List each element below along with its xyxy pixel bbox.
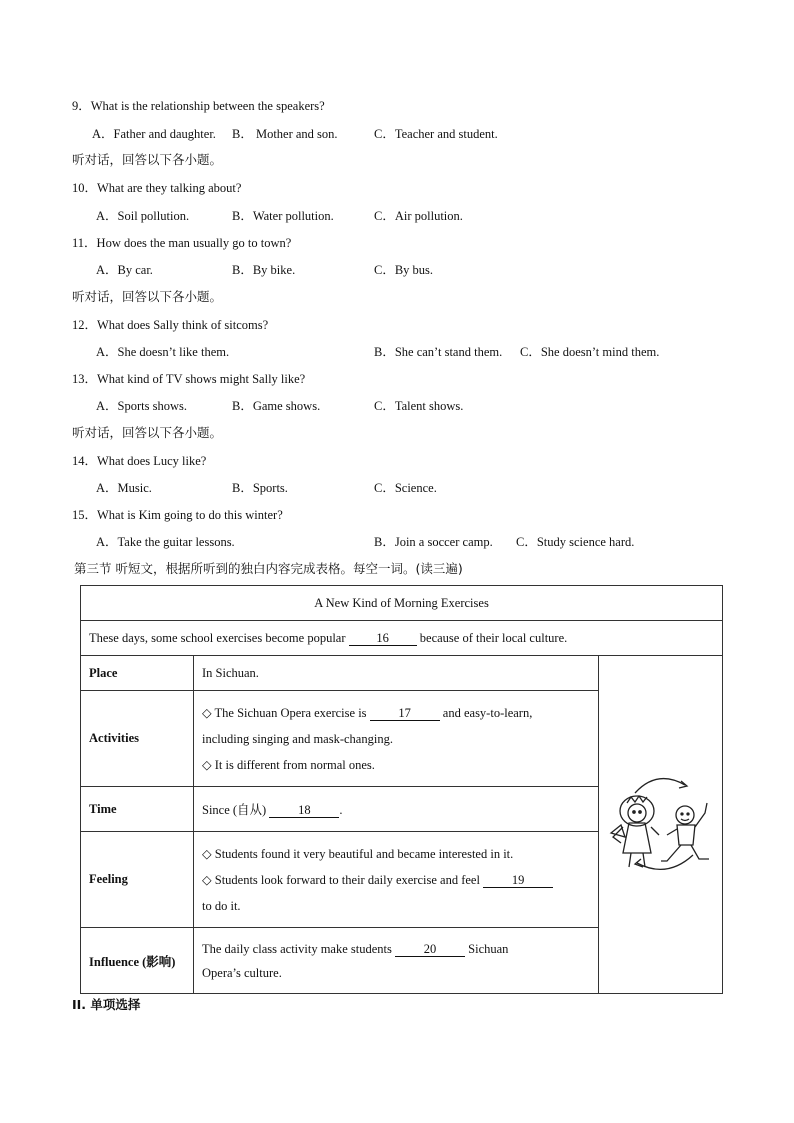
opera-exercise-illustration: [607, 763, 717, 883]
q11-option-a: A．By car.: [96, 263, 153, 277]
question-13: 13．What kind of TV shows might Sally like?: [72, 372, 306, 386]
label-feeling: Feeling: [81, 832, 194, 928]
q13-option-a: A．Sports shows.: [96, 399, 187, 413]
table-intro: These days, some school exercises become popular 16 because of their local culture.: [81, 621, 723, 656]
instruction-3: 听对话，回答以下各小题。: [72, 425, 223, 440]
arrow-top: [635, 778, 685, 792]
q10-option-a: A．Soil pollution.: [96, 209, 190, 223]
label-place: Place: [81, 656, 194, 691]
activities-value: ◇ The Sichuan Opera exercise is 17 and easy-to-learn, including singing and mask-changing. ◇ It is different from normal ones.: [194, 691, 599, 787]
time-value: Since (自从) 18 .: [194, 787, 599, 832]
label-time: Time: [81, 787, 194, 832]
blank-20: 20: [395, 943, 465, 957]
opera-exercise-picture-cell: [599, 656, 723, 994]
question-11: 11．How does the man usually go to town?: [72, 236, 292, 250]
question-9: 9．What is the relationship between the speakers?: [72, 99, 325, 113]
blank-16: 16: [349, 632, 417, 646]
arrow-bottom: [637, 855, 693, 869]
opera-robe: [623, 823, 651, 853]
q10-option-b: B．Water pollution.: [232, 209, 334, 223]
instruction-1: 听对话，回答以下各小题。: [72, 152, 223, 167]
q15-option-c: C．Study science hard.: [516, 535, 635, 549]
feeling-value: ◇ Students found it very beautiful and became interested in it. ◇ Students look forward to their daily exercise and feel 19 to do it.: [194, 832, 599, 928]
q12-option-c: C．She doesn’t mind them.: [520, 345, 660, 359]
influence-value: The daily class activity make students 20 Sichuan Opera’s culture.: [194, 928, 599, 994]
q14-option-b: B．Sports.: [232, 481, 288, 495]
q15-option-b: B．Join a soccer camp.: [374, 535, 493, 549]
q9-option-c: C．Teacher and student.: [374, 127, 498, 141]
q11-option-c: C．By bus.: [374, 263, 434, 277]
q14-option-a: A．Music.: [96, 481, 152, 495]
q9-option-a: A．Father and daughter.: [92, 127, 216, 141]
question-12: 12．What does Sally think of sitcoms?: [72, 318, 269, 332]
question-10: 10．What are they talking about?: [72, 181, 242, 195]
table-title: A New Kind of Morning Exercises: [81, 586, 723, 621]
q15-option-a: A．Take the guitar lessons.: [96, 535, 235, 549]
q13-option-b: B．Game shows.: [232, 399, 321, 413]
boy-body: [677, 825, 695, 845]
question-14: 14．What does Lucy like?: [72, 454, 207, 468]
q10-option-c: C．Air pollution.: [374, 209, 463, 223]
q13-option-c: C．Talent shows.: [374, 399, 464, 413]
q11-option-b: B．By bike.: [232, 263, 296, 277]
label-influence: Influence (影响): [81, 928, 194, 994]
boy-head: [676, 806, 694, 824]
opera-fan: [611, 825, 625, 837]
q9-option-b: B． Mother and son.: [232, 127, 338, 141]
blank-18: 18: [269, 804, 339, 818]
exercise-table: [80, 585, 723, 994]
q14-option-c: C．Science.: [374, 481, 437, 495]
opera-face: [628, 804, 646, 822]
blank-17: 17: [370, 707, 440, 721]
blank-19: 19: [483, 874, 553, 888]
section-2-heading: II. 单项选择: [72, 997, 141, 1012]
label-activities: Activities: [81, 691, 194, 787]
q12-option-b: B．She can’t stand them.: [374, 345, 503, 359]
instruction-2: 听对话，回答以下各小题。: [72, 289, 223, 304]
section-3-heading: 第三节 听短文，根据所听到的独白内容完成表格。每空一词。(读三遍): [74, 561, 463, 576]
place-value: In Sichuan.: [194, 656, 599, 691]
question-15: 15．What is Kim going to do this winter?: [72, 508, 283, 522]
q12-option-a: A．She doesn’t like them.: [96, 345, 230, 359]
